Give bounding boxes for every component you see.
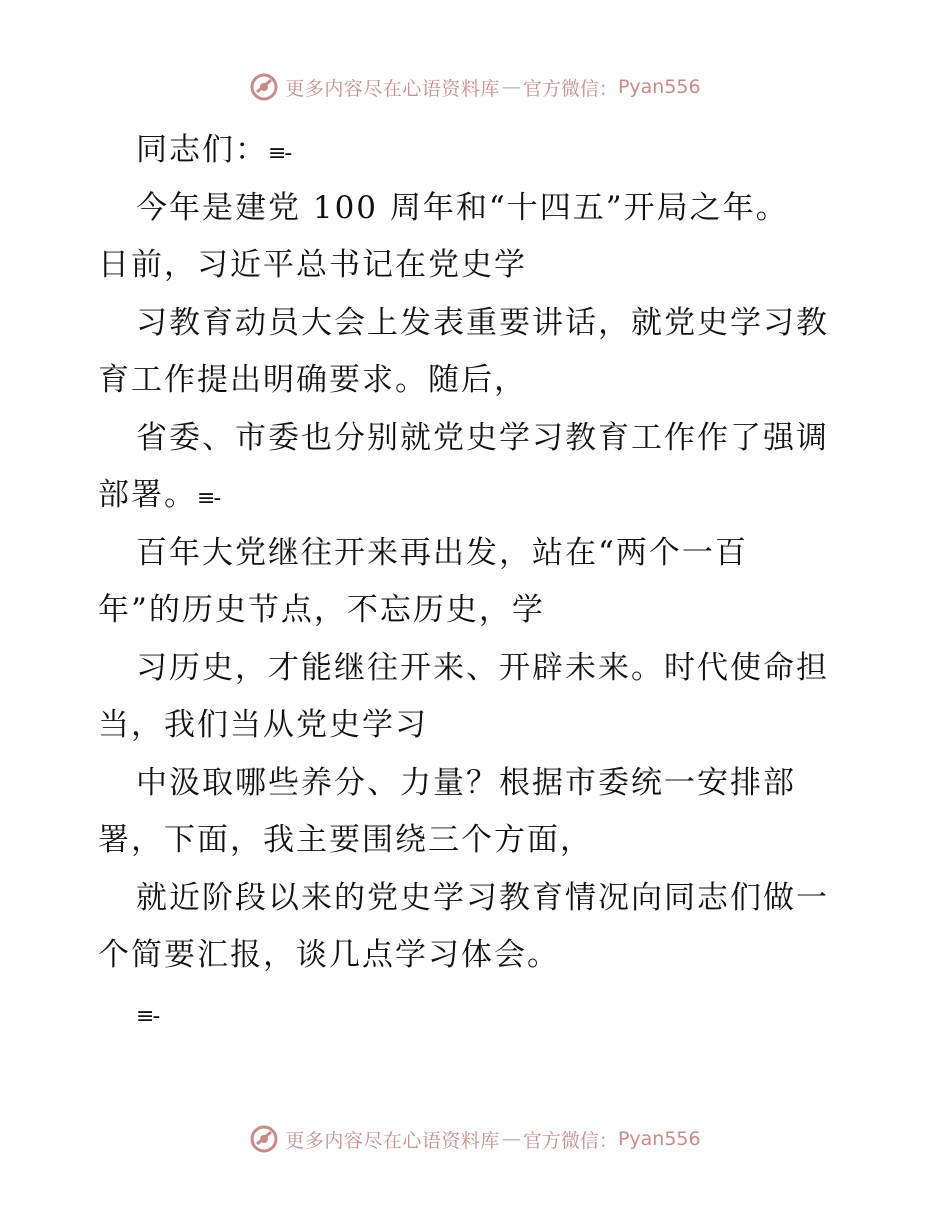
line-text: 育工作提出明确要求。随后， xyxy=(98,362,527,398)
paragraph-line xyxy=(98,927,858,985)
paragraph-line xyxy=(98,582,858,640)
paragraph-line xyxy=(98,985,858,1043)
banner-text: 更多内容尽在心语资料库 xyxy=(285,1129,500,1152)
line-text: 习教育动员大会上发表重要讲话，就党史学习教 xyxy=(136,304,829,341)
line-text: 署，下面，我主要围绕三个方面， xyxy=(98,822,593,858)
paragraph-line xyxy=(98,122,858,180)
line-text: 百年大党继往开来再出发，站在“两个一百 xyxy=(136,534,748,571)
line-text: 个简要汇报，谈几点学习体会。 xyxy=(98,937,560,973)
line-text: 日前，习近平总书记在党史学 xyxy=(98,247,527,283)
paragraph-line xyxy=(98,237,858,295)
paragraph-line xyxy=(98,755,858,813)
header-banner xyxy=(0,72,950,102)
banner-wechat-label: 官方微信： xyxy=(522,77,618,100)
paragraph-line xyxy=(98,870,858,928)
seal-logo-icon xyxy=(249,1124,279,1154)
paragraph-line xyxy=(98,525,858,583)
paragraph-line xyxy=(98,352,858,410)
banner-account-id: Pyan556 xyxy=(617,1128,701,1150)
paragraph-mark: ≡- xyxy=(197,486,220,511)
line-text: 习历史，才能继往开来、开辟未来。时代使命担 xyxy=(136,649,829,686)
paragraph-line xyxy=(98,697,858,755)
line-text: 就近阶段以来的党史学习教育情况向同志们做一 xyxy=(136,879,829,916)
paragraph-line xyxy=(98,180,858,238)
paragraph-line xyxy=(98,467,858,525)
paragraph-line xyxy=(98,295,858,353)
banner-wechat-label: 官方微信： xyxy=(522,1129,618,1152)
line-text: 年”的历史节点，不忘历史，学 xyxy=(98,592,545,628)
line-text: 今年是建党 100 周年和“十四五”开局之年。 xyxy=(136,189,789,226)
footer-banner xyxy=(0,1124,950,1154)
banner-account-id: Pyan556 xyxy=(617,76,701,98)
line-text: 同志们： xyxy=(136,132,268,168)
line-text: 当，我们当从党史学习 xyxy=(98,707,428,743)
banner-text: 更多内容尽在心语资料库 xyxy=(285,77,500,100)
paragraph-mark: ≡- xyxy=(136,1003,159,1029)
paragraph-line xyxy=(98,410,858,468)
banner-separator: — xyxy=(501,76,521,98)
paragraph-mark: ≡- xyxy=(268,141,291,166)
document-body xyxy=(98,122,858,1042)
seal-logo-icon xyxy=(249,72,279,102)
line-text: 中汲取哪些养分、力量？根据市委统一安排部 xyxy=(136,764,796,801)
paragraph-line xyxy=(98,812,858,870)
line-text: 部署。 xyxy=(98,477,197,513)
paragraph-line xyxy=(98,640,858,698)
banner-separator: — xyxy=(501,1128,521,1150)
line-text: 省委、市委也分别就党史学习教育工作作了强调 xyxy=(136,419,829,456)
